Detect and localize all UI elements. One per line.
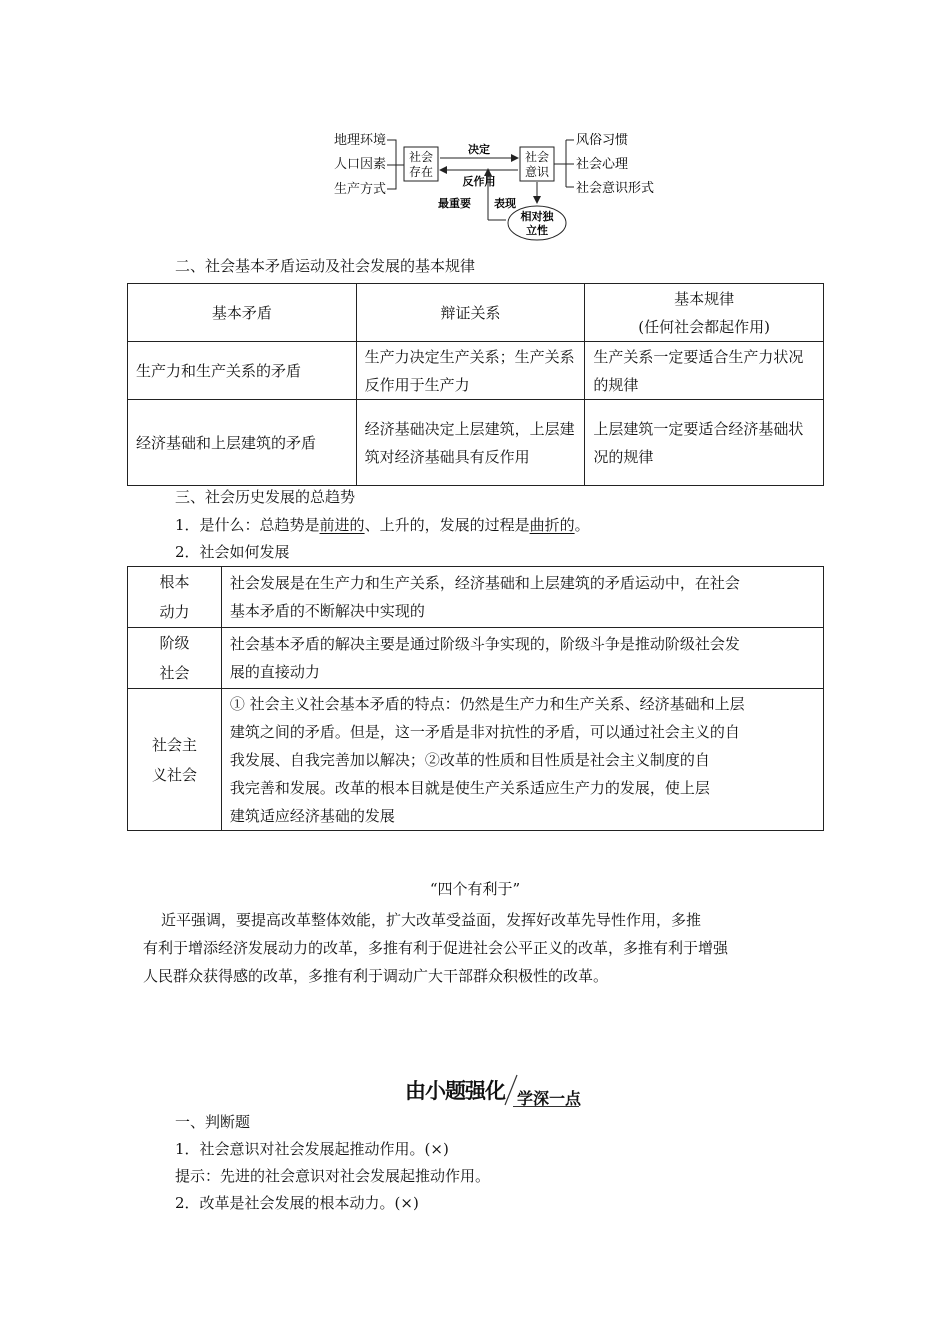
social-consciousness-line2: 意识 <box>524 165 550 179</box>
point1-suffix: 。 <box>574 516 590 534</box>
table-cell: 生产力决定生产关系；生产关系反作用于生产力 <box>356 342 585 400</box>
hint-1: 提示：先进的社会意识对社会发展起推动作用。 <box>175 1167 491 1185</box>
content-line: 展的直接动力 <box>229 663 320 681</box>
row-content <box>221 689 823 831</box>
most-important-label: 最重要 <box>438 197 471 210</box>
header-law <box>585 284 824 342</box>
quote-title: “四个有利于” <box>429 880 521 898</box>
table-cell: 生产力和生产关系的矛盾 <box>128 342 357 400</box>
banner-sub: 学深一点 <box>517 1089 582 1108</box>
banner-underline <box>513 1106 579 1107</box>
factor-population: 人口因素 <box>334 157 387 172</box>
content-line: 基本矛盾的不断解决中实现的 <box>229 602 425 620</box>
question-2: 2．改革是社会发展的根本动力。(×) <box>175 1194 419 1212</box>
expression-label: 表现 <box>494 197 516 210</box>
practice-banner <box>405 1073 605 1107</box>
label-line: 动力 <box>159 603 190 621</box>
form-ideology: 社会意识形式 <box>576 181 655 196</box>
question-1: 1．社会意识对社会发展起推动作用。(×) <box>175 1140 449 1158</box>
row-label-socialist-society <box>128 689 222 831</box>
row-content <box>221 567 823 628</box>
form-customs: 风俗习惯 <box>576 133 629 148</box>
table-cell: 经济基础和上层建筑的矛盾 <box>128 400 357 486</box>
content-line: 社会发展是在生产力和生产关系，经济基础和上层建筑的矛盾运动中，在社会 <box>229 574 740 592</box>
exercise-section-title: 一、判断题 <box>175 1113 251 1131</box>
quote-line: 人民群众获得感的改革，多推有利于调动广大干部群众积极性的改革。 <box>143 967 609 985</box>
basic-contradiction-table <box>127 283 824 486</box>
row-label-fundamental-force <box>128 567 222 628</box>
section2-title: 二、社会基本矛盾运动及社会发展的基本规律 <box>175 257 476 275</box>
banner-main: 由小题强化 <box>405 1079 505 1103</box>
factor-production: 生产方式 <box>334 182 387 197</box>
label-line: 社会 <box>159 664 190 682</box>
content-line: 建筑之间的矛盾。但是，这一矛盾是非对抗性的矛盾，可以通过社会主义的自 <box>229 722 740 741</box>
table-cell: 上层建筑一定要适合经济基础状况的规律 <box>585 400 824 486</box>
arrow-decide-label: 决定 <box>468 143 490 156</box>
content-line: 建筑适应经济基础的发展 <box>229 806 395 825</box>
table-cell: 经济基础决定上层建筑，上层建筑对经济基础具有反作用 <box>356 400 585 486</box>
point1-underline-tortuous: 曲折的 <box>529 516 575 534</box>
independence-line1: 相对独 <box>520 210 554 223</box>
row-content <box>221 628 823 689</box>
content-line: 我完善和发展。改革的根本目就是使生产关系适应生产力的发展，使上层 <box>229 778 710 797</box>
social-existence-line2: 存在 <box>408 165 434 179</box>
section3-title: 三、社会历史发展的总趋势 <box>175 488 356 506</box>
header-relation: 辩证关系 <box>356 284 585 342</box>
social-consciousness-line1: 社会 <box>524 150 550 164</box>
social-existence-consciousness-diagram <box>320 125 660 245</box>
header-law-line2: (任何社会都起作用) <box>638 317 771 336</box>
row-label-class-society <box>128 628 222 689</box>
label-line: 社会主 <box>151 735 197 754</box>
content-line: ① 社会主义社会基本矛盾的特点：仍然是生产力和生产关系、经济基础和上层 <box>229 694 745 713</box>
factor-geo: 地理环境 <box>334 133 387 148</box>
arrow-react-label: 反作用 <box>462 175 496 188</box>
header-contradiction: 基本矛盾 <box>128 284 357 342</box>
content-line: 我发展、自我完善加以解决；②改革的性质和目性质是社会主义制度的自 <box>229 750 710 769</box>
quote-line: 有利于增添经济发展动力的改革，多推有利于促进社会公平正义的改革，多推有利于增强 <box>143 939 729 957</box>
content-line: 社会基本矛盾的解决主要是通过阶级斗争实现的，阶级斗争是推动阶级社会发 <box>229 635 740 653</box>
point1 <box>175 514 590 535</box>
label-line: 义社会 <box>151 765 197 784</box>
social-development-table <box>127 566 824 831</box>
quote-line: 近平强调，要提高改革整体效能，扩大改革受益面，发挥好改革先导性作用，多推 <box>161 911 702 929</box>
point1-mid: 、上升的，发展的过程是 <box>364 516 530 534</box>
point1-underline-forward: 前进的 <box>319 516 365 534</box>
label-line: 根本 <box>159 573 190 591</box>
social-existence-line1: 社会 <box>408 150 434 164</box>
header-law-line1: 基本规律 <box>674 289 735 308</box>
table-cell: 生产关系一定要适合生产力状况的规律 <box>585 342 824 400</box>
form-psychology: 社会心理 <box>576 157 629 172</box>
independence-line2: 立性 <box>526 224 548 237</box>
quote-body <box>143 906 728 990</box>
label-line: 阶级 <box>159 634 190 652</box>
point2: 2．社会如何发展 <box>175 543 290 561</box>
point1-prefix: 1．是什么：总趋势是 <box>175 516 320 534</box>
